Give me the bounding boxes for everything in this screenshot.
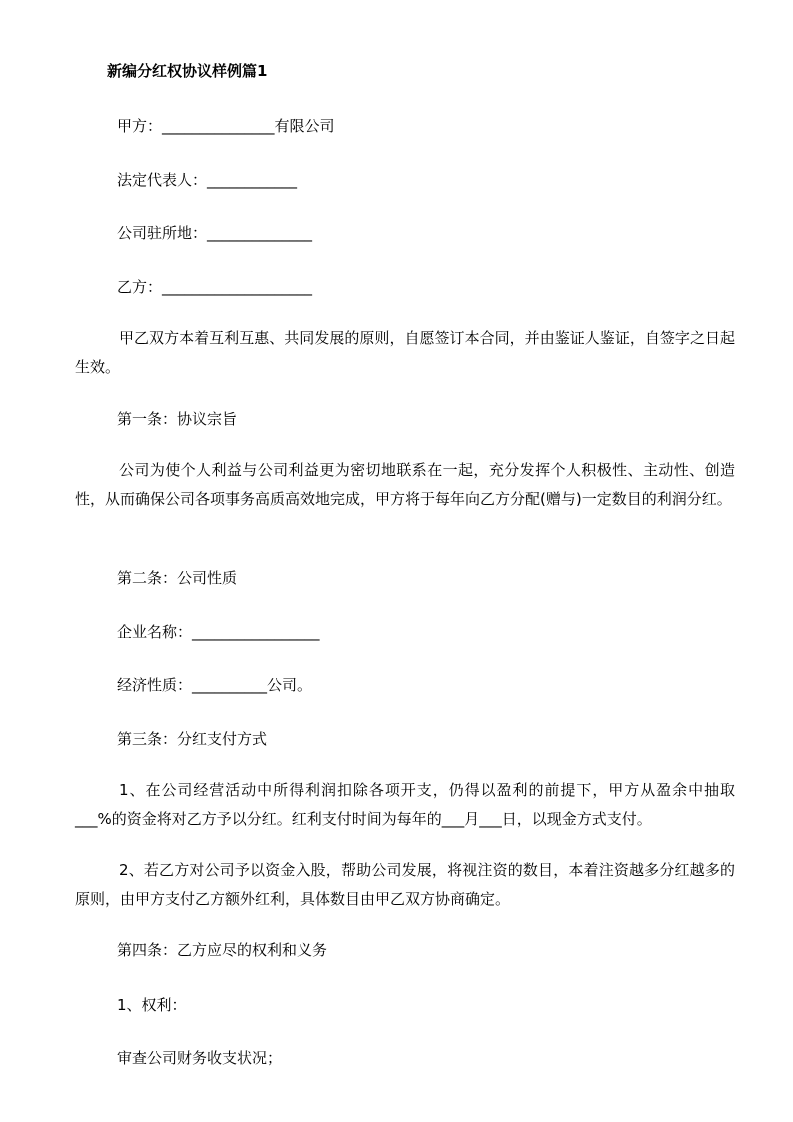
legal-representative-line: 法定代表人：____________ <box>117 171 298 189</box>
document-title: 新编分红权协议样例篇1 <box>107 62 268 80</box>
party-b-line: 乙方：____________________ <box>117 278 313 296</box>
rights-heading: 1、权利： <box>117 996 187 1014</box>
rights-item-1: 审查公司财务收支状况； <box>117 1049 283 1067</box>
article-3-title: 第三条：分红支付方式 <box>117 730 268 748</box>
article-1-paragraph: 公司为使个人利益与公司利益更为密切地联系在一起，充分发挥个人积极性、主动性、创造性，从而确保公司各项事务高质高效地完成，甲方将于每年向乙方分配(赠与)一定数目的利润分红。 <box>75 461 735 508</box>
company-name-line: 企业名称：_________________ <box>117 623 320 641</box>
article-3-item-1: 1、在公司经营活动中所得利润扣除各项开支，仍得以盈利的前提下，甲方从盈余中抽取___%的资金将对乙方予以分红。红利支付时间为每年的___月___日，以现金方式支付。 <box>75 781 735 828</box>
intro-paragraph: 甲乙双方本着互利互惠、共同发展的原则，自愿签订本合同，并由鉴证人鉴证，自签字之日起生效。 <box>75 329 735 376</box>
party-a-line: 甲方：_______________有限公司 <box>117 117 335 135</box>
company-address-line: 公司驻所地：______________ <box>117 224 313 242</box>
article-1-title: 第一条：协议宗旨 <box>117 410 238 428</box>
article-3-item-2: 2、若乙方对公司予以资金入股，帮助公司发展，将视注资的数目，本着注资越多分红越多的原则，由甲方支付乙方额外红利，具体数目由甲乙双方协商确定。 <box>75 861 735 908</box>
article-4-title: 第四条：乙方应尽的权利和义务 <box>117 941 328 959</box>
article-2-title: 第二条：公司性质 <box>117 569 238 587</box>
economic-nature-line: 经济性质：__________公司。 <box>117 676 313 694</box>
